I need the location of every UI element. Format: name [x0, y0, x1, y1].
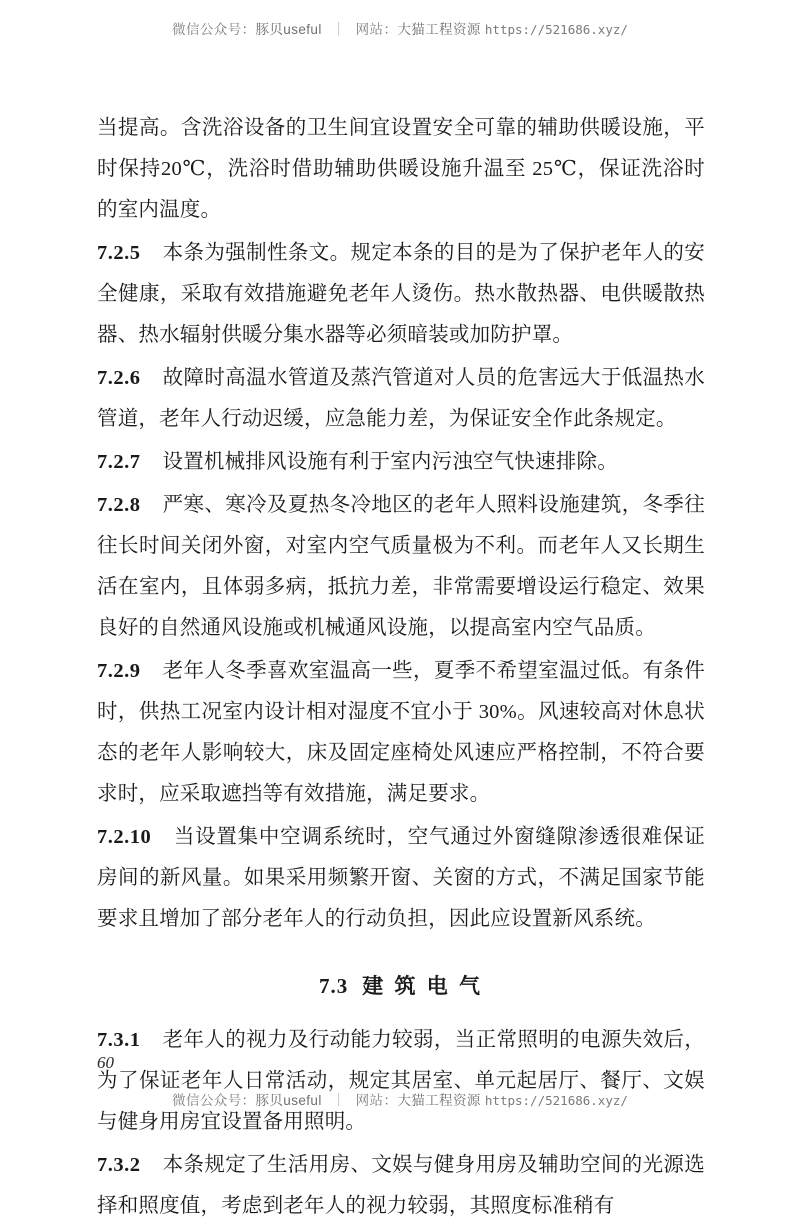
section-title: 建 筑 电 气	[362, 974, 483, 998]
clause-number-7-2-7: 7.2.7	[97, 451, 141, 473]
watermark-site-label: 网站：	[355, 22, 398, 37]
paragraph-7-2-8-text: 严寒、寒冷及夏热冬冷地区的老年人照料设施建筑，冬季往往长时间关闭外窗，对室内空气质量极为不利。而老年人又长期生活在室内，且体弱多病，抵抗力差，非常需要增设运行稳定、效果良好的自然通风设施或机械通风设施，以提高室内空气品质。	[97, 494, 705, 639]
paragraph-7-2-6	[97, 358, 705, 440]
watermark-url: https://521686.xyz/	[484, 22, 628, 37]
section-heading	[97, 966, 705, 1006]
clause-number-7-2-8: 7.2.8	[97, 494, 141, 516]
paragraph-7-2-5-text: 本条为强制性条文。规定本条的目的是为了保护老年人的安全健康，采取有效措施避免老年人烫伤。热水散热器、电供暖散热器、热水辐射供暖分集水器等必须暗装或加防护罩。	[97, 242, 705, 346]
section-number: 7.3	[319, 974, 349, 998]
watermark-wechat-value-footer: 豚贝useful	[255, 1093, 322, 1108]
paragraph-7-2-5	[97, 233, 705, 356]
watermark-footer	[0, 1089, 800, 1109]
watermark-site-value-footer: 大猫工程资源	[397, 1093, 481, 1108]
watermark-wechat-value: 豚贝useful	[255, 22, 322, 37]
document-body	[97, 108, 705, 1229]
clause-number-7-3-2: 7.3.2	[97, 1154, 141, 1176]
paragraph-7-2-8	[97, 485, 705, 649]
watermark-separator-footer: ｜	[331, 1093, 346, 1108]
paragraph-7-2-7	[97, 442, 705, 483]
paragraph-7-3-1	[97, 1020, 705, 1143]
clause-number-7-2-9: 7.2.9	[97, 660, 141, 682]
paragraph-7-3-1-text: 老年人的视力及行动能力较弱，当正常照明的电源失效后，为了保证老年人日常活动，规定其居室、单元起居厅、餐厅、文娱与健身用房宜设置备用照明。	[97, 1029, 705, 1133]
watermark-header	[0, 18, 800, 38]
paragraph-opening-text: 当提高。含洗浴设备的卫生间宜设置安全可靠的辅助供暖设施，平时保持20℃，洗浴时借助辅助供暖设施升温至 25℃，保证洗浴时的室内温度。	[97, 117, 705, 221]
clause-number-7-2-6: 7.2.6	[97, 367, 141, 389]
paragraph-7-2-7-text: 设置机械排风设施有利于室内污浊空气快速排除。	[162, 451, 618, 473]
watermark-wechat-label: 微信公众号：	[172, 22, 256, 37]
paragraph-7-2-9-text: 老年人冬季喜欢室温高一些，夏季不希望室温过低。有条件时，供热工况室内设计相对湿度不宜小于 30%。风速较高对休息状态的老年人影响较大，床及固定座椅处风速应严格控制，不符合要求时，应采取遮挡等有效措施，满足要求。	[97, 660, 705, 805]
clause-number-7-2-5: 7.2.5	[97, 242, 141, 264]
watermark-url-footer: https://521686.xyz/	[484, 1093, 628, 1108]
clause-number-7-3-1: 7.3.1	[97, 1029, 141, 1051]
paragraph-7-3-2	[97, 1145, 705, 1227]
watermark-site-value: 大猫工程资源	[397, 22, 481, 37]
watermark-wechat-label-footer: 微信公众号：	[172, 1093, 256, 1108]
clause-number-7-2-10: 7.2.10	[97, 826, 152, 848]
paragraph-7-2-10-text: 当设置集中空调系统时，空气通过外窗缝隙渗透很难保证房间的新风量。如果采用频繁开窗、关窗的方式，不满足国家节能要求且增加了部分老年人的行动负担，因此应设置新风系统。	[97, 826, 705, 930]
paragraph-7-3-2-text: 本条规定了生活用房、文娱与健身用房及辅助空间的光源选择和照度值，考虑到老年人的视力较弱，其照度标准稍有	[97, 1154, 705, 1217]
paragraph-opening	[97, 108, 705, 231]
paragraph-7-2-6-text: 故障时高温水管道及蒸汽管道对人员的危害远大于低温热水管道，老年人行动迟缓，应急能力差，为保证安全作此条规定。	[97, 367, 705, 430]
paragraph-7-2-9	[97, 651, 705, 815]
watermark-site-label-footer: 网站：	[355, 1093, 398, 1108]
page-number: 60	[97, 1053, 114, 1072]
paragraph-7-2-10	[97, 817, 705, 940]
watermark-separator: ｜	[331, 22, 346, 37]
